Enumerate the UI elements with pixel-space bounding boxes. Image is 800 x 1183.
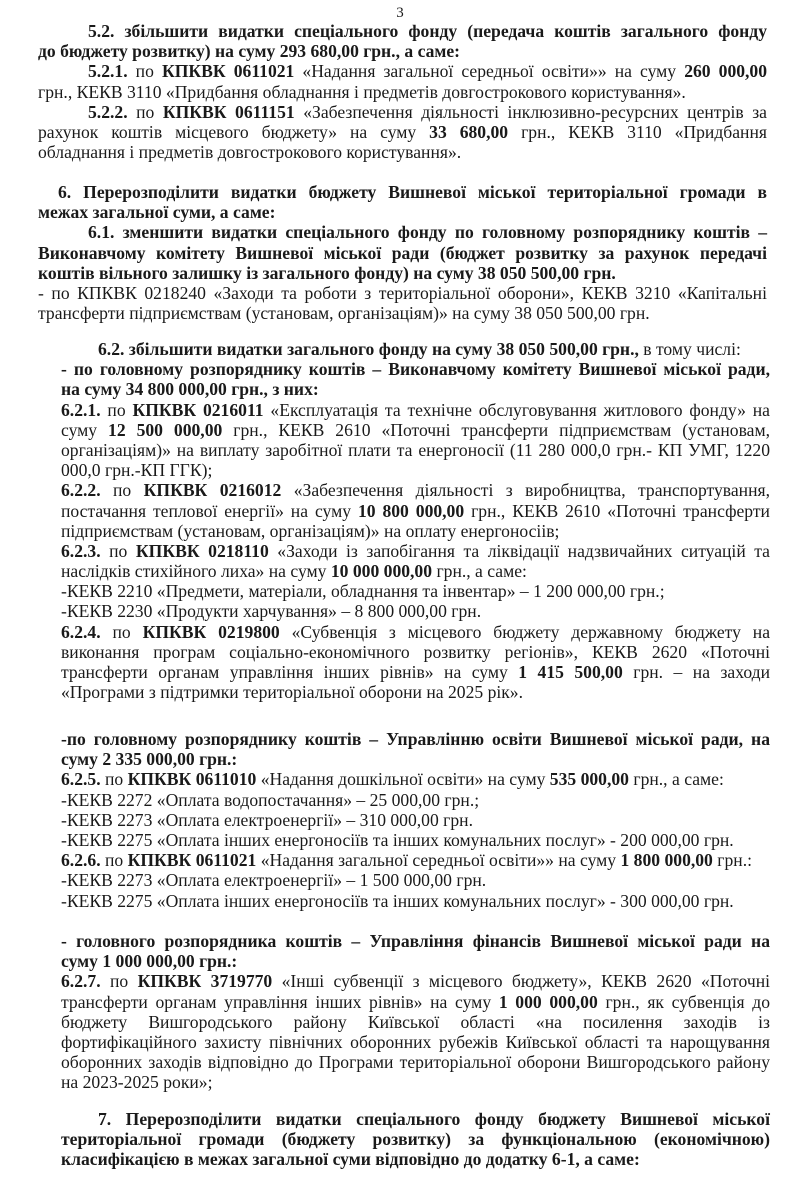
- section-5-2: 5.2. збільшити видатки спеціального фонду (передача коштів загального фонду до бюджету розвитку) на суму 293 680,00 грн., а саме: 5.2.1. по КПКВК 0611021 «Надання загальної середньої освіти»» на суму 260 000,00 грн., КЕКВ 3110 «Придбання обладнання і предметів довгострокового користування». 5.2.2. по КПКВК 0611151 «Забезпечення діяльності інклюзивно-ресурсних центрів за рахунок коштів місцевого бюджету» на суму 33 680,00 грн., КЕКВ 3110 «Придбання обладнання і предметів довгострокового користування».: [38, 21, 768, 163]
- group-executive-committee: - по головному розпоряднику коштів – Виконавчому комітету Вишневої міської ради,: [61, 359, 770, 380]
- section-6-2-heading: 6.2. збільшити видатки загального фонду на суму 38 050 500,00 грн., в тому числі:: [98, 339, 741, 359]
- item-6-2-3: 6.2.3. по КПКВК 0218110 «Заходи із запобігання та ліквідації надзвичайних ситуацій та: [61, 540, 770, 561]
- section-6-heading: 6. Перерозподілити видатки бюджету Вишневої міської територіальної громади в: [58, 182, 767, 202]
- group-education-department: -по головному розпоряднику коштів – Управлінню освіти Вишневої міської ради, на суму 2 335 000,00 грн.: 6.2.5. по КПКВК 0611010 «Надання дошкільної освіти» на суму 535 000,00 грн., а саме: -КЕКВ 2272 «Оплата водопостачання» – 25 000,00 грн.; -КЕКВ 2273 «Оплата електроенергії» – 310 000,00 грн. -КЕКВ 2275 «Оплата інших енергоносіїв та інших комунальних послуг» - 200 000,00 грн. 6.2.6. по КПКВК 0611021 «Надання загальної середньої освіти»» на суму 1 800 000,00 грн.: -КЕКВ 2273 «Оплата електроенергії» – 1 500 000,00 грн. -КЕКВ 2275 «Оплата інших енергоносіїв та інших комунальних послуг» - 300 000,00 грн.: [61, 729, 770, 911]
- page-number: 3: [396, 5, 404, 21]
- item-6-2-3-kekv-2230: -КЕКВ 2230 «Продукти харчування» – 8 800 000,00 грн.: [61, 601, 482, 622]
- section-6-1-heading: 6.1. зменшити видатки спеціального фонду по головному розпоряднику коштів –: [88, 222, 767, 243]
- item-6-2-1: 6.2.1. по КПКВК 0216011 «Експлуатація та технічне обслуговування житлового фонду» на: [61, 399, 770, 420]
- section-7-heading: 7. Перерозподілити видатки спеціального фонду бюджету Вишневої міської: [98, 1109, 770, 1129]
- item-5-2-1: 5.2.1. по КПКВК 0611021 «Надання загальної середньої освіти»» на суму 260 000,00: [88, 61, 768, 82]
- group-finance-department: - головного розпорядника коштів – Управління фінансів Вишневої міської ради на суму 1 000 000,00 грн.: 6.2.7. по КПКВК 3719770 «Інші субвенції з місцевого бюджету», КЕКВ 2620 «Поточні трансферти органам управління інших рівнів» на суму 1 000 000,00 грн., як субвенція до бюджету Вишгородського району Київської області «на посилення заходів із фортифікаційного захисту північних оборонних рубежів Київської області та нарощування оборонних заходів відповідно до Програми територіальної оборони Вишгородського району на 2023-2025 роки»;: [61, 931, 771, 1093]
- item-6-2-6-kekv-2275: -КЕКВ 2275 «Оплата інших енергоносіїв та інших комунальних послуг» - 300 000,00 грн.: [61, 890, 734, 911]
- section-6-2: 6.2. збільшити видатки загального фонду на суму 38 050 500,00 грн., в тому числі: - по головному розпоряднику коштів – Виконавчому комітету Вишневої міської ради, на суму 34 800 000,00 грн., з них: 6.2.1. по КПКВК 0216011 «Експлуатація та технічне обслуговування житлового фонду» на суму 12 500 000,00 грн., КЕКВ 2610 «Поточні трансферти підприємствам (установам, організаціям)» на виплату заробітної плати та енергоносії (11 280 000,0 грн.- КП УМГ, 1220 000,0 грн.-КП ГГК); 6.2.2. по КПКВК 0216012 «Забезпечення діяльності з виробництва, транспортування, постачання теплової енергії» на суму 10 800 000,00 грн., КЕКВ 2610 «Поточні трансферти підприємствам (установам, організаціям)» на оплату енергоносіів; 6.2.3. по КПКВК 0218110 «Заходи із запобігання та ліквідації надзвичайних ситуацій та наслідків стихійного лиха» на суму 10 000 000,00 грн., а саме: -КЕКВ 2210 «Предмети, матеріали, обладнання та інвентар» – 1 200 000,00 грн.; -КЕКВ 2230 «Продукти харчування» – 8 800 000,00 грн. 6.2.4. по КПКВК 0219800 «Субвенція з місцевого бюджету державному бюджету на виконання програм соціально-економічного розвитку регіонів», КЕКВ 2620 «Поточні трансферти органам управління інших рівнів» на суму 1 415 500,00 грн. – на заходи «Програми з підтримки територіальної оборони на 2025 рік».: [61, 339, 771, 703]
- item-6-2-2: 6.2.2. по КПКВК 0216012 «Забезпечення діяльності з виробництва, транспортування,: [61, 480, 770, 501]
- item-6-2-5: 6.2.5. по КПКВК 0611010 «Надання дошкільної освіти» на суму 535 000,00 грн., а саме:: [61, 769, 724, 790]
- item-5-2-2: 5.2.2. по КПКВК 0611151 «Забезпечення діяльності інклюзивно-ресурсних центрів за: [88, 101, 767, 122]
- section-6: 6. Перерозподілити видатки бюджету Вишневої міської територіальної громади в межах загальної суми, а саме: 6.1. зменшити видатки спеціального фонду по головному розпоряднику коштів – Виконавчому комітету Вишневої міської ради (бюджет розвитку за рахунок передачі коштів вільного залишку із загального фонду) на суму 38 050 500,00 грн. - по КПКВК 0218240 «Заходи та роботи з територіальної оборони», КЕКВ 3210 «Капітальні трансферти підприємствам (установам, організаціям)» на суму 38 050 500,00 грн.: [38, 182, 767, 324]
- item-6-2-5-kekv-2272: -КЕКВ 2272 «Оплата водопостачання» – 25 000,00 грн.;: [61, 789, 480, 810]
- item-6-2-4: 6.2.4. по КПКВК 0219800 «Субвенція з місцевого бюджету державному бюджету на: [61, 621, 771, 642]
- item-6-2-5-kekv-2273: -КЕКВ 2273 «Оплата електроенергії» – 310 000,00 грн.: [61, 809, 473, 830]
- item-6-2-7: 6.2.7. по КПКВК 3719770 «Інші субвенції з місцевого бюджету», КЕКВ 2620 «Поточні: [61, 971, 770, 992]
- item-6-2-5-kekv-2275: -КЕКВ 2275 «Оплата інших енергоносіїв та інших комунальних послуг» - 200 000,00 грн.: [61, 829, 734, 850]
- section-7: 7. Перерозподілити видатки спеціального фонду бюджету Вишневої міської територіальної громади (бюджету розвитку) за функціональною (економічною) класифікацією в межах загальної суми відповідно до додатку 6-1, а саме:: [61, 1109, 770, 1170]
- item-6-2-6: 6.2.6. по КПКВК 0611021 «Надання загальної середньої освіти»» на суму 1 800 000,00 грн.:: [61, 850, 752, 871]
- section-5-2-heading: 5.2. збільшити видатки спеціального фонду (передача коштів загального фонду: [88, 21, 767, 41]
- item-6-1-kpkvk-0218240: - по КПКВК 0218240 «Заходи та роботи з територіальної оборони», КЕКВ 3210 «Капітальні: [38, 282, 767, 303]
- item-6-2-3-kekv-2210: -КЕКВ 2210 «Предмети, матеріали, обладнання та інвентар» – 1 200 000,00 грн.;: [61, 581, 665, 602]
- item-6-2-6-kekv-2273: -КЕКВ 2273 «Оплата електроенергії» – 1 500 000,00 грн.: [61, 870, 487, 891]
